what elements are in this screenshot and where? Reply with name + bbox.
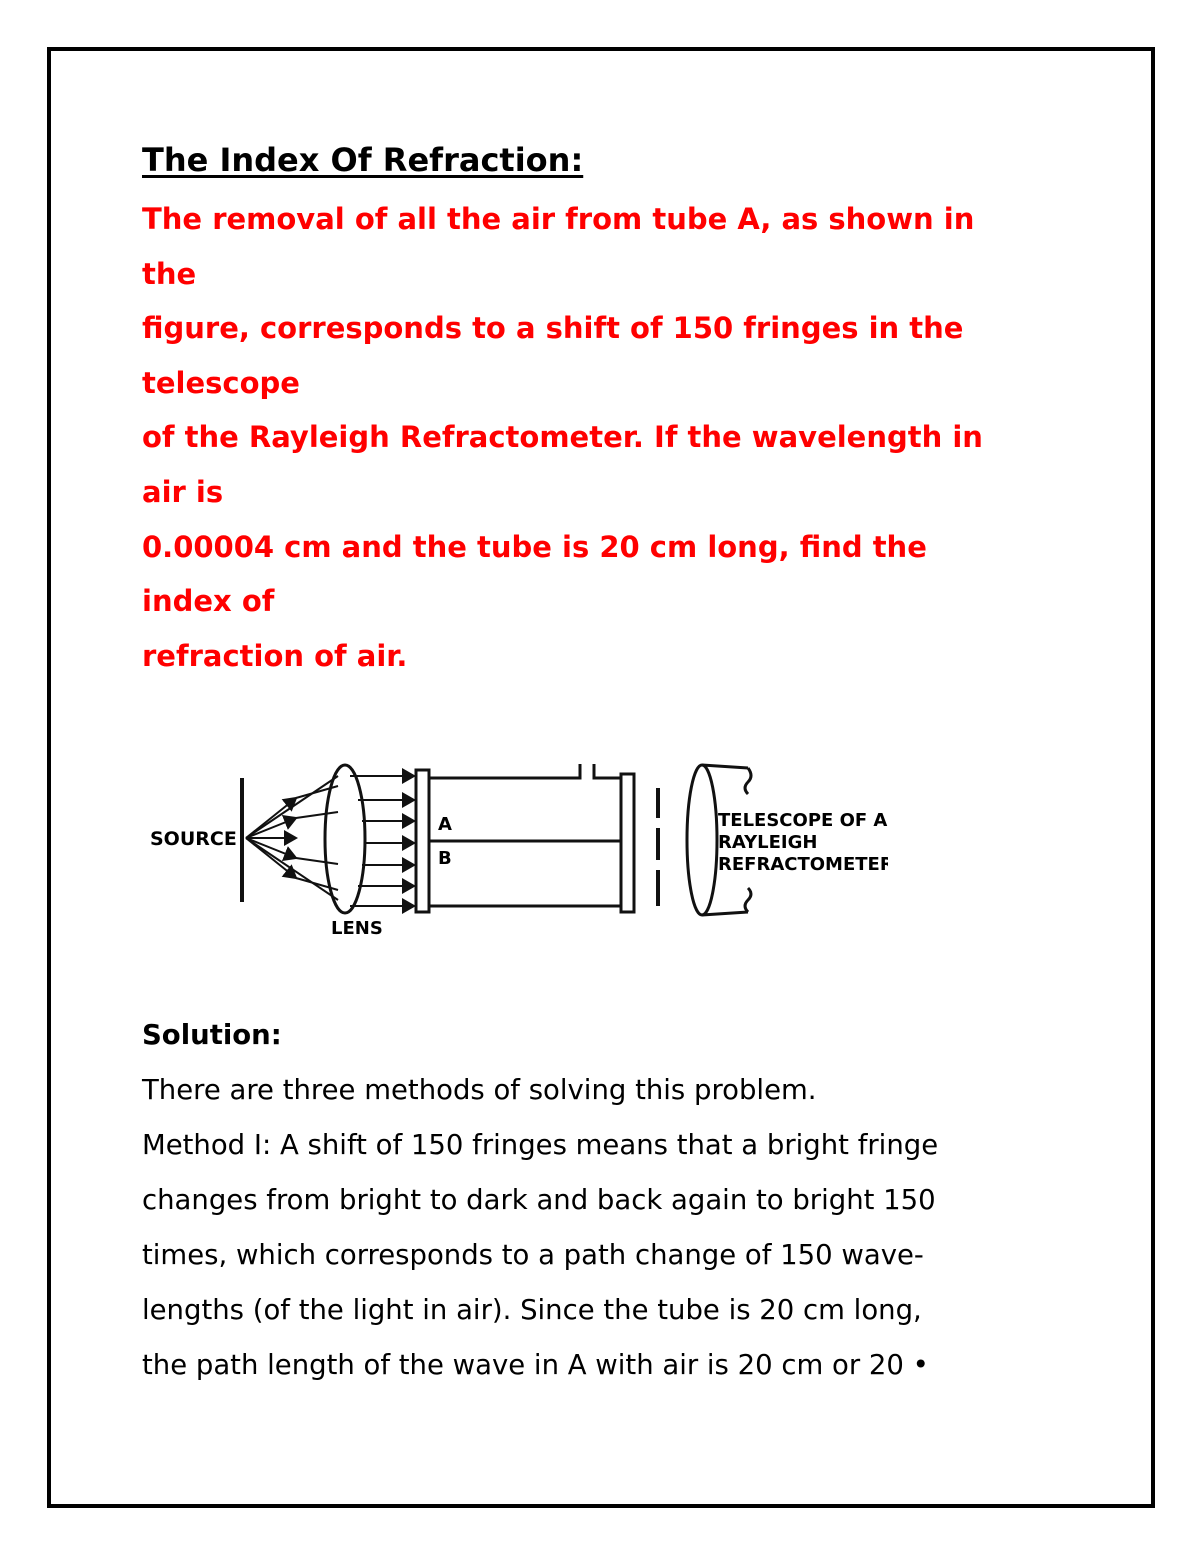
problem-section [142,138,1082,683]
tube-window-right [621,774,634,912]
problem-line: telescope [142,365,300,400]
source-label: SOURCE [150,828,237,850]
solution-line: the path length of the wave in A with air is 20 cm or 20 • [142,1349,929,1381]
solution-line: changes from bright to dark and back again to bright 150 [142,1184,936,1216]
tube-walls [429,764,621,906]
solution-section [142,1008,1102,1393]
lens [325,765,365,913]
tube-window-left [416,770,429,912]
page-title: The Index Of Refraction: [142,141,584,179]
problem-line: air is [142,474,224,509]
problem-statement [142,192,1082,683]
telescope-label-3: REFRACTOMETER [718,854,888,875]
solution-heading: Solution: [142,1019,282,1051]
problem-line: refraction of air. [142,638,408,673]
refractometer-diagram [148,760,888,945]
refractometer-figure [148,760,888,949]
solution-line: lengths (of the light in air). Since the tube is 20 cm long, [142,1294,922,1326]
problem-line: figure, corresponds to a shift of 150 fringes in the [142,311,964,346]
tube-b-label: B [438,848,452,869]
tube-a-label: A [438,814,452,835]
solution-line: Method I: A shift of 150 fringes means that a bright fringe [142,1129,939,1161]
problem-line: the [142,256,197,291]
telescope-label-1: TELESCOPE OF A [718,810,888,831]
telescope-label-2: RAYLEIGH [718,832,818,853]
solution-line: times, which corresponds to a path change of 150 wave- [142,1239,924,1271]
lens-label: LENS [331,918,383,939]
problem-line: index of [142,584,275,619]
problem-line: 0.00004 cm and the tube is 20 cm long, find the [142,529,927,564]
solution-line: There are three methods of solving this problem. [142,1074,817,1106]
problem-line: of the Rayleigh Refractometer. If the wavelength in [142,420,983,455]
parallel-rays [350,776,414,906]
problem-line: The removal of all the air from tube A, as shown in [142,202,975,236]
